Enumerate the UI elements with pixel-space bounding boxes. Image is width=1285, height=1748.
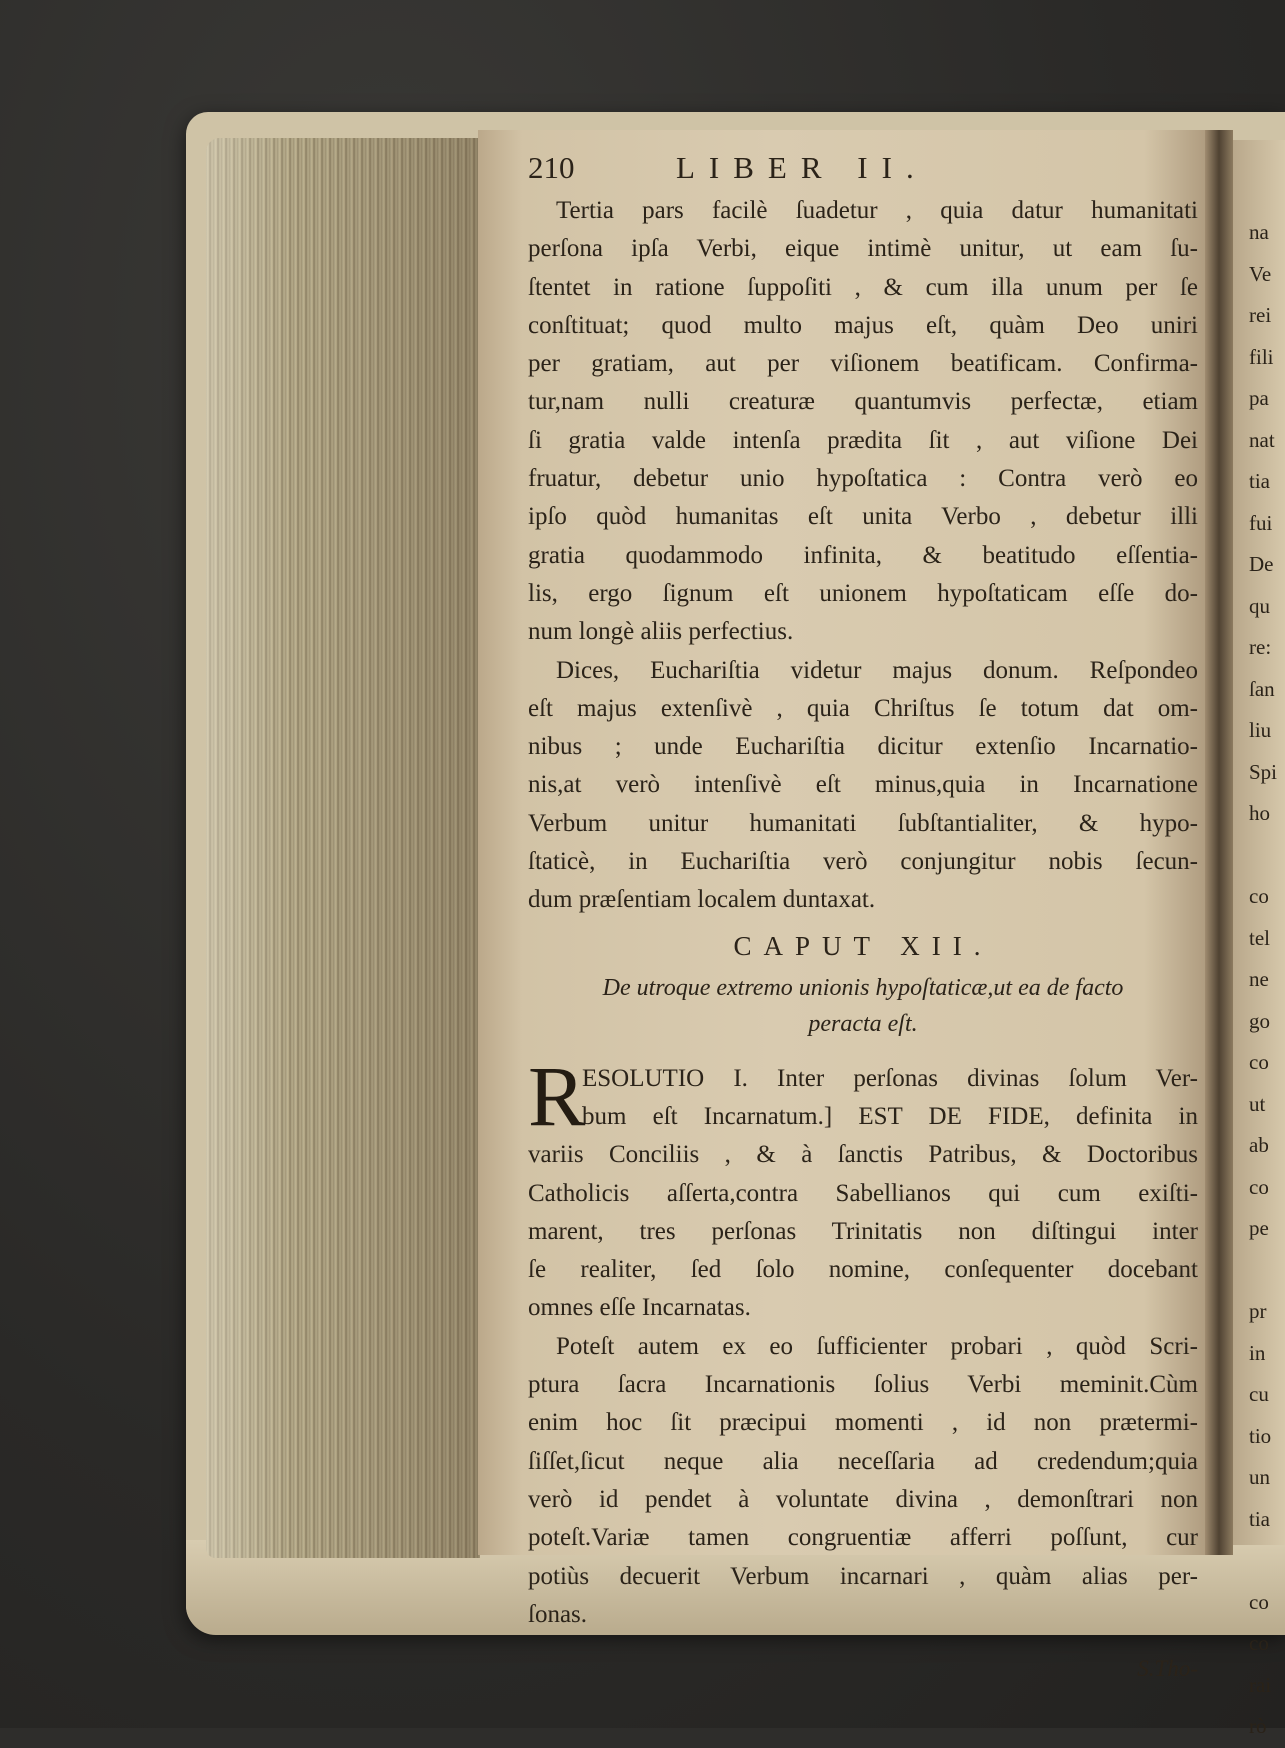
text-line: omnes eſſe Incarnatas. <box>528 1294 751 1322</box>
facing-page-fragment-line: co <box>1249 884 1269 908</box>
text-line: ſe realiter, ſed ſolo nomine, conſequenter docebant <box>528 1256 1198 1284</box>
text-line: nis,at verò intenſivè eſt minus,quia in Incarnatione <box>528 771 1198 799</box>
running-head: LIBER II. <box>676 150 928 185</box>
facing-page-fragment-line: ne <box>1249 967 1269 991</box>
text-line: ptura ſacra Incarnationis ſolius Verbi meminit.Cùm <box>528 1371 1198 1399</box>
drop-cap: R <box>528 1047 586 1144</box>
facing-page-fragment-line: tia <box>1249 1506 1270 1531</box>
facing-page-fragment <box>1233 140 1285 1738</box>
facing-page-fragment-line: co <box>1249 1050 1269 1074</box>
text-line: ESOLUTIO I. Inter perſonas divinas ſolum Ver- <box>582 1064 1198 1092</box>
chapter-heading: CAPUT XII. <box>733 930 993 961</box>
text-line: variis Conciliis , & à ſanctis Patribus, & Doctoribus <box>528 1141 1198 1169</box>
text-line: ſtaticè, in Euchariſtia verò conjungitur nobis ſecun- <box>528 848 1198 876</box>
facing-page-fragment-line: liu <box>1249 718 1272 742</box>
text-line: ſonas. <box>528 1600 588 1628</box>
page-edges-shading <box>206 138 480 1558</box>
chapter-subtitle-line-1: De utroque extremo unionis hypoſtaticæ,ut ea de facto <box>602 974 1124 1001</box>
facing-page-fragment-line: ho <box>1249 801 1270 825</box>
facing-page-fragment-line: tel <box>1249 925 1270 950</box>
paragraph-resolutio <box>528 1047 1198 1328</box>
text-line: ſi gratia valde intenſa prædita ſit , aut viſione Dei <box>528 426 1198 454</box>
facing-page-fragment-line: un <box>1249 1465 1270 1489</box>
paragraph-potest <box>528 1328 1198 1634</box>
text-line: Poteſt autem ex eo ſufficienter probari , quòd Scri- <box>556 1332 1198 1360</box>
text-line: num longè aliis perfectius. <box>528 618 794 646</box>
text-line: ipſo quòd humanitas eſt unita Verbo , debetur illi <box>528 503 1198 531</box>
facing-page-fragment-line: nat <box>1249 427 1275 452</box>
text-line: gratia quodammodo infinita, & beatitudo eſſentia- <box>528 541 1198 569</box>
facing-page-fragment-line: go <box>1249 1008 1270 1033</box>
text-line: Catholicis aſſerta,contra Sabellianos qui cum exiſti- <box>528 1179 1198 1207</box>
text-line: fruatur, debetur unio hypoſtatica : Contra verò eo <box>528 465 1198 493</box>
facing-page-fragment-line: co <box>1249 1631 1269 1655</box>
facing-page-fragment-line: in <box>1249 1340 1266 1365</box>
facing-page-fragment-line: fili <box>1249 344 1274 369</box>
book-gutter <box>1205 130 1233 1555</box>
facing-page-fragment-line: co <box>1249 1589 1269 1614</box>
text-line: perſona ipſa Verbi, eique intimè unitur, ut eam ſu- <box>528 235 1198 263</box>
text-line: poteſt.Variæ tamen congruentiæ afferri poſſunt, cur <box>528 1524 1198 1552</box>
catchword: S.Tho- <box>1137 1656 1198 1682</box>
text-line: verò id pendet à voluntate divina , demonſtrari non <box>528 1485 1198 1513</box>
paragraph-tertia <box>528 192 1198 920</box>
text-line: Tertia pars facilè ſuadetur , quia datur humanitati <box>556 197 1198 224</box>
facing-page-fragment-line: co <box>1249 1174 1269 1199</box>
facing-page-fragment-line: ſan <box>1249 676 1275 701</box>
text-line: marent, tres perſonas Trinitatis non diſtingui inter <box>528 1217 1198 1245</box>
text-line: conſtituat; quod multo majus eſt, quàm Deo uniri <box>528 311 1198 339</box>
facing-page-fragment-line: pe <box>1249 1216 1269 1240</box>
facing-page-fragment-line: qu <box>1249 593 1270 618</box>
text-line: lis, ergo ſignum eſt unionem hypoſtaticam eſſe do- <box>528 579 1198 607</box>
text-line: tur,nam nulli creaturæ quantumvis perfectæ, etiam <box>528 388 1198 416</box>
facing-page-fragment-line: De <box>1249 552 1274 576</box>
facing-page-fragment-line: rò <box>1249 1714 1267 1738</box>
text-line: dum præſentiam localem duntaxat. <box>528 886 876 914</box>
facing-page-fragment-line: pa <box>1249 386 1269 410</box>
facing-page-fragment-line <box>1233 1250 1285 1292</box>
facing-page-fragment-line: rai <box>1249 1672 1272 1697</box>
facing-page-fragment-line: ab <box>1249 1133 1269 1157</box>
page-text <box>528 150 1198 1692</box>
text-line: nibus ; unde Euchariſtia dicitur extenſio Incarnatio- <box>528 733 1198 761</box>
facing-page-fragment-line <box>1233 835 1285 877</box>
text-line: Verbum unitur humanitati ſubſtantialiter, & hypo- <box>528 809 1198 837</box>
chapter-subtitle-line-2: peracta eſt. <box>808 1010 918 1037</box>
text-line: per gratiam, aut per viſionem beatificam. Confirma- <box>528 350 1198 378</box>
facing-page-fragment-line: pr <box>1249 1299 1267 1323</box>
facing-page-fragment-line: re: <box>1249 635 1272 659</box>
text-line: eſt majus extenſivè , quia Chriſtus ſe totum dat om- <box>528 694 1198 722</box>
text-line: enim hoc ſit præcipui momenti , id non prætermi- <box>528 1409 1198 1437</box>
text-line: ſiſſet,ſicut neque alia neceſſaria ad credendum;quia <box>528 1447 1198 1475</box>
text-line: bum eſt Incarnatum.] EST DE FIDE, definita in <box>582 1102 1198 1130</box>
facing-page-fragment-line: ut <box>1249 1091 1266 1116</box>
facing-page-fragment-line: fui <box>1249 510 1273 535</box>
facing-page-fragment-line: Ve <box>1249 261 1272 286</box>
text-line: ſtentet in ratione ſuppoſiti , & cum illa unum per ſe <box>528 273 1198 301</box>
facing-page-fragment-line <box>1233 1540 1285 1582</box>
facing-page-fragment-line: na <box>1249 220 1269 244</box>
text-line: Dices, Euchariſtia videtur majus donum. Reſpondeo <box>556 656 1198 684</box>
page-header <box>528 150 1198 192</box>
facing-page-fragment-line: cu <box>1249 1382 1269 1406</box>
facing-page-fragment-line: tia <box>1249 469 1270 493</box>
page-number: 210 <box>528 150 575 185</box>
facing-page-fragment-line: tio <box>1249 1423 1272 1448</box>
facing-page-fragment-line: Spi <box>1249 759 1278 784</box>
facing-page-fragment-line: rei <box>1249 303 1272 327</box>
text-line: potiùs decuerit Verbum incarnari , quàm alias per- <box>528 1562 1198 1590</box>
